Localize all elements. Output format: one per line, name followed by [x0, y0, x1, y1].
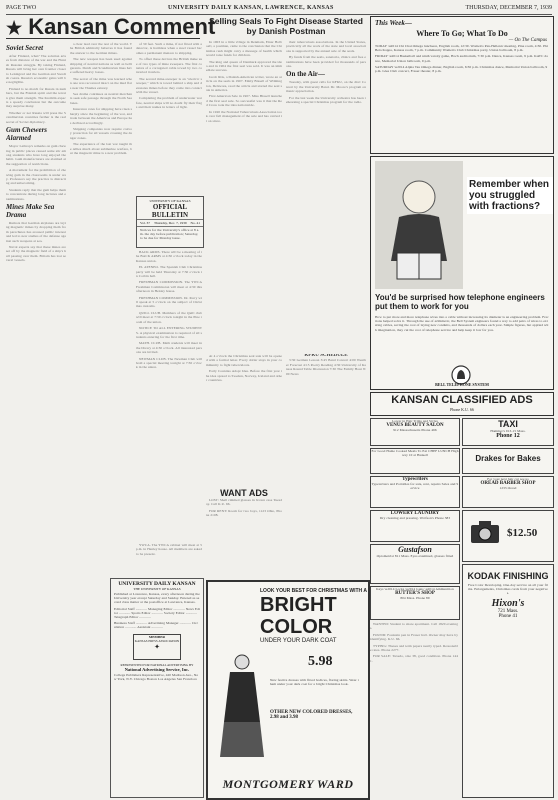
drakes-ad	[462, 448, 554, 474]
this-week-box: This Week— Where To Go; What To Do — On The Campus TODAY \u2014 Chi Chai Omega luncheon, English room, 12:30. Women's Pan-Hellenic meeting, Pine room, 4:30. Phi Beta Kappa, Kansas room, 7 p.m. Community Women's Club Christmas party, Union ballroom, 8 p.m. FRIDAY \u2014 Basketball and ninth varsity game, Hoch auditorium, 7:30 p.m. Dance, Kansas room, 9 p.m. KATC dance, Memorial Union ballroom, 9 p.m. SATURDAY \u2014 Alpha Tau Omega dinner, English room, 6:30 p.m. Christmas dance, Memorial Union ballroom, 9 p.m. Glee Club concert, Fraser theater, 8 p.m.	[370, 16, 554, 154]
press-association-badge	[133, 634, 181, 660]
kfku-schedule: KFKU SCHEDULE 3:30 German Lesson 3:45 Band Concert 4:00 Weather Forecast 4:15 Poetry Reading 4:30 University of Kansas Round Table Discussion 7:30 The Family Hour 8:00 News	[286, 354, 366, 376]
taxi-ad: TAXI Hammer's 913-15 Mass. Phone 12	[462, 418, 554, 446]
bell-sponsor: BELL TELEPHONE SYSTEM	[435, 382, 489, 387]
typewriters-ad: Typewriters Typewriters and Portables for sale, rent, repairs Sales and Service	[370, 476, 460, 508]
church-lunch-ad: For Good Home Cooked Meals To Eat CHEF LUNCH Highway 10 at Haskell	[370, 448, 460, 474]
hixon-name: Hixon's	[491, 597, 525, 609]
seals-column-2: their tuberculosis associations. In the United States, practically all the work of the state and local associations is supported by the annual sale of the seals. By funds from the seals, sanatoria, clinics and free examinations have been provided for thousands of persons. On the Air— Tuesday, with guest calls for KFKU, on the dial: Concert by the University Band. Dr. Moore's program on music appreciation. For the last week the University orchestra has been rehearsing a special Christmas program for the radio.	[286, 40, 366, 105]
staff-box: UNIVERSITY DAILY KANSAN THE UNIVERSITY OF KANSAS Published at Lawrence, Kansas, every afternoon during the University year except Saturday and Sunday. Entered as second class matter at the postoffice at Lawrence, Kansas. Editorial Staff ............ Managing Editor ............ News Editor ............ Sports Editor ............ Society Editor ............ Telegraph Editor ............ Business Staff ............ Advertising Manager ............ Circulation ............ Assistant ............ MEMBER KANSAS PRESS ASSOCIATION ✦ REPRESENTED FOR NATIONAL ADVERTISING BY National Advertising Service, Inc. College Publishers Representative, 420 Madison Ave., New York, N.Y. Chicago Boston Los Angeles San Francisco	[110, 578, 204, 798]
bulletin-university: UNIVERSITY OF KANSAS	[149, 199, 191, 203]
seals-column-3: At 4 o'clock the Christmas seal sale will be opened with a formal letter. Every dollar stays in your community to fight tuberculosis. Early Counties Adopt Idea. Before the first year the idea spread to Sweden, Norway, Iceland and other countries.	[206, 354, 282, 383]
student-with-book-illustration	[375, 161, 463, 289]
bulletin-info-row	[137, 219, 203, 227]
taxi-phone: Phone 12	[496, 433, 520, 440]
rep-label: REPRESENTED FOR NATIONAL ADVERTISING BY	[120, 662, 194, 667]
rutter-ad: Keys \u2014 Locks \u2014 Guns \u2014 Ammunition RUTTER'S SHOP 804 Mass. Phone 89	[370, 586, 460, 620]
paper-title: UNIVERSITY DAILY KANSAN, LAWRENCE, KANSAS	[167, 5, 334, 11]
ad-price: 5.98	[308, 654, 333, 669]
editorial-headline-3: Mines Make Sea Drama	[6, 202, 55, 219]
kfku-title: KFKU SCHEDULE	[304, 354, 348, 358]
bell-headline: Remember when you struggled with fractions?	[467, 177, 553, 214]
this-week-title: This Week—	[375, 19, 412, 27]
bulletin-date: Thursday, Dec. 7, 1939	[153, 221, 187, 225]
oread-title: OREAD BARBER SHOP	[480, 481, 536, 487]
bulletin-title: OFFICIAL BULLETIN	[151, 203, 189, 219]
ad-under-text: UNDER YOUR DARK COAT	[260, 638, 337, 644]
rutter-title: RUTTER'S SHOP	[395, 591, 435, 597]
drakes-title: Drakes for Bakes	[475, 454, 541, 463]
page-label: PAGE TWO	[6, 5, 37, 11]
camera-price: $12.50	[507, 527, 538, 539]
star-icon: ★	[6, 18, 23, 38]
gustafson-title: Gustafson	[398, 545, 432, 554]
taxi-title: TAXI	[498, 419, 518, 429]
editorial-headline-2: Gum Chewers Alarmed	[6, 126, 48, 143]
bell-body-head: You'd be surprised how telephone engineers put them to work for you	[375, 293, 545, 311]
kansan-comment-title	[6, 14, 216, 39]
gustafson-ad: Gustafson Optometrist 811 Mass. Eyes examined, glasses fitted	[370, 544, 460, 584]
bulletin-number: No. 41	[190, 221, 200, 225]
want-ads: WANT ADS LOST: Shell rimmed glasses in brown case Tuesday. Call K.U. 66. FOR RENT: Room for two boys, 1123 Ohio, Phone 2108.	[206, 488, 282, 518]
classified-small-notices: WANTED: Student to share apartment. Call 1820 evenings. FOUND: Fountain pen in Fraser hall. Owner may have by identifying. K.U. 66. TYPING: Theses and term papers neatly typed. Reasonable rates. Phone 2277. FOR SALE: Tuxedo, size 38, good condition. Phone 1441.	[370, 622, 458, 663]
editorial-headline-1: Soviet Secret	[6, 44, 44, 52]
comment-column-3: of 30 feet. Such a mine, if not fitted with a detector, is harmless when a steel vessel becomes a permanent menace to shipping. To offset these devices the British make use of two types of mine sweepers. The first consists of a corrugated cable towed by two converted trawlers. The second mine-sweeper is an "electric sweeper," which is towed behind a ship and detonates mines before they come into contact with the vessel. Completing the problem of underwater warfare, neutral ships will no doubt fly their flags and their names in letters of light.	[136, 42, 202, 110]
seals-headline: Selling Seals To Fight Disease Started by Danish Postman	[209, 16, 363, 36]
this-week-subtitle-2: — On The Campus	[508, 38, 547, 43]
classified-phone: Phone K.U. 66	[450, 407, 474, 412]
want-ads-title: WANT ADS	[220, 488, 268, 498]
bell-telephone-ad: Remember when you struggled with fractions? You'd be surprised how telephone engineers put them to work for you How to put more and more telephone wires into a cable without increasing its diameter is an engineering problem. Fractions helped solve it. Through the use of arithmetic, the Bell System engineers found a way to add pairs of wires to existing cables, saving the cost of laying new conduits, and thousands of dollars each year. Simple figures, but applied with imagination, they cut the cost of telephone service and help keep it low for you. BELL TELEPHONE SYSTEM	[370, 156, 554, 390]
association-name: KANSAS PRESS ASSOCIATION	[134, 638, 180, 643]
staff-box-subtitle: THE UNIVERSITY OF KANSAS	[133, 587, 181, 591]
hixon-phone: Phone 41	[498, 613, 518, 619]
comment-column-1: Soviet Secret After Finland, what? The solution arises from distance of the war and the Finnish Russian struggle. By taking Finland, Russia will bring her own frontier closer to Leningrad and the German and Swedish coasts. Russia's economic gains will be negligible. Finland is no match for Russia in numbers, but the Finnish spirit and the terrain give them strength. The Kremlin expects a speedy conclusion but the outcome may surprise many. Whether or not Russia will press the Scandinavian countries further is the real secret of Soviet diplomacy. Gum Chewers Alarmed Mayor Lathrop's remarks on gum chewing in public places caused some stir among students who have long enjoyed the habit. Gum manufacturers are alarmed at the suggestion of restrictions. A movement for the prohibition of chewing gum in the classrooms is under way. Professors say the practice is distracting and unbecoming. Students reply that the gum helps them to concentrate during long lectures and examinations. Mines Make Sea Drama Rumors that German airplanes are laying magnetic mines by dropping them from parachutes has aroused public interest and led to new studies of the defense against such weapons at sea. Naval experts say that these mines are set off by the magnetic field of a ship's hull passing over them. Britain has lost several vessels.	[6, 44, 66, 263]
venus-beauty-ad: Lower in Hair Trims and Styles VENUS BEAUTY SALON 912 Massachusetts Phone 466	[370, 418, 460, 446]
camera-icon	[469, 519, 501, 545]
ad-big-text: BRIGHT COLOR	[260, 594, 337, 638]
hixon-address: 721 Mass.	[497, 608, 519, 614]
ad-lead-text: LOOK YOUR BEST FOR CHRISTMAS WITH A	[260, 588, 367, 594]
rep-name: National Advertising Service, Inc.	[124, 666, 190, 672]
press-icon: ✦	[154, 642, 160, 651]
camera-ad	[462, 510, 554, 562]
kansan-comment-label: Kansan Comment	[28, 14, 216, 39]
venus-name: VENUS BEAUTY SALON	[386, 423, 444, 429]
ad-other-text: OTHER NEW COLORED DRESSES, 2.98 and 3.98	[270, 710, 353, 720]
classified-title: KANSAN CLASSIFIED ADS	[391, 394, 533, 406]
on-the-air-head: On the Air—	[286, 70, 325, 79]
montgomery-ward-ad: LOOK YOUR BEST FOR CHRISTMAS WITH A BRIGHT COLOR UNDER YOUR DARK COAT 5.98 New festive dresses with fitted bodices, flaring skirts. Wear them under your dark coat for a bright Christmas look. OTHER NEW COLORED DRESSES, 2.98 and 3.98 MONTGOMERY WARD	[206, 580, 370, 800]
staff-box-title: UNIVERSITY DAILY KANSAN	[118, 581, 196, 587]
dress-figure-illustration	[216, 652, 268, 762]
editorial-body: After Finland, what? The solution arises from distance of the war and the Finnish Russian struggle. By taking Finland, Russia will bring her own frontier closer to Leningrad and the German and Swedish coasts. Russia's economic gains will be negligible.	[6, 54, 66, 85]
classified-banner	[370, 392, 554, 416]
oread-barber-ad: For your next hair cut see us OREAD BARBER SHOP 1233 Oread	[462, 476, 554, 508]
kodak-title: KODAK FINISHING	[467, 571, 549, 581]
member-label: MEMBER	[148, 634, 166, 639]
bulletin-notices-2: YWCA. The YWCA cabinet will meet at 5 p.m. in Henley house. All members are asked to be present.	[136, 543, 202, 556]
lowery-laundry-ad: LOWERY LAUNDRY Dry cleaning and pressing. Wolfson's Phone 383	[370, 510, 460, 542]
kodak-finishing-ad: KODAK FINISHING Free Color Developing. One-day service on all your films. Enlargements, Christmas cards from your negatives. Hixon's 721 Mass. Phone 41	[462, 564, 554, 798]
typewriters-title: Typewriters	[402, 477, 428, 482]
this-week-subtitle: Where To Go; What To Do	[416, 29, 508, 38]
montgomery-ward-logo: MONTGOMERY WARD	[222, 777, 354, 791]
bulletin-volume: Vol. 37	[140, 221, 151, 225]
issue-date: THURSDAY, DECEMBER 7, 1939	[465, 5, 552, 11]
official-bulletin: UNIVERSITY OF KANSAS OFFICIAL BULLETIN Vol. 37 Thursday, Dec. 7, 1939 No. 41 Notices for the University's office at 8 a.m. the day before publication; Saturday, to be due for Monday issue.	[136, 196, 204, 248]
laundry-title: LOWERY LAUNDRY	[390, 511, 440, 516]
comment-column-2: a clear lead over the rest of the world. The British admiralty believes it has found the answer to the German mines. The new weapon has been used against shipping of neutral nations as well as belligerents. Dutch and Scandinavian lines have suffered heavy losses. The secret of the mine was learned when one was recovered intact on the mud flats near the Thames estuary. Sea drama continues as neutral merchants seek safe passage through the North Sea lanes. Insurance rates for shipping have risen sharply since the beginning of the war, and trade between the Americas and Europe has declined accordingly. Shipping companies now require convoy protection for all vessels crossing the danger zones. The experience of the last war taught the Allies much about submarine warfare, but the magnetic mine is a new problem.	[70, 42, 132, 155]
seals-column-1: In 1903 in a little village in Denmark, Einar Holboell, a postman, came to the conclusion that the Christmas rush might carry a message of health which would raise funds for children. The king and queen of Denmark approved the idea and in 1904 the first seal was sold. It was an immediate success. Jacob Riis, a Danish-American writer, wrote an article on the seals in 1907. Emily Bissell of Wilmington, Delaware, read the article and started the seal sale in America. First American Sale in 1907. Miss Bissell launched the first seal sale. So successful was it that the Red Cross took the idea nationwide. In 1920 the National Tuberculosis Association took over full management of the sale and has carried it on since.	[206, 40, 282, 123]
bulletin-notices: BACK ARMS. There will be a meeting of the BACK ARMS at 4:30 o'clock today in the Kansas union. EL ATENEO. The Spanish Club Christmas party will be held Thursday at 7:30 o'clock in Corbin hall. FRESHMAN COMMISSION. The YWCA Freshman Commission will meet at 4:30 this afternoon in Henley house. FRESHMAN COMMISSION. Dr. Perry will speak at 5 o'clock on the subject of Christmas customs. QUILL CLUB. Members of the Quill club will meet at 7:30 o'clock tonight in the Pine room of the union. NOTICE TO ALL ENTERING STUDENTS. A physical examination is required of all students entering for the first time. MATH. CLUB. Math students will meet in the library at 4:30 o'clock. All interested persons are invited. NEWMAN CLUB. The Newman Club will hold a special meeting tonight at 7:30 o'clock in the union.	[136, 250, 202, 370]
